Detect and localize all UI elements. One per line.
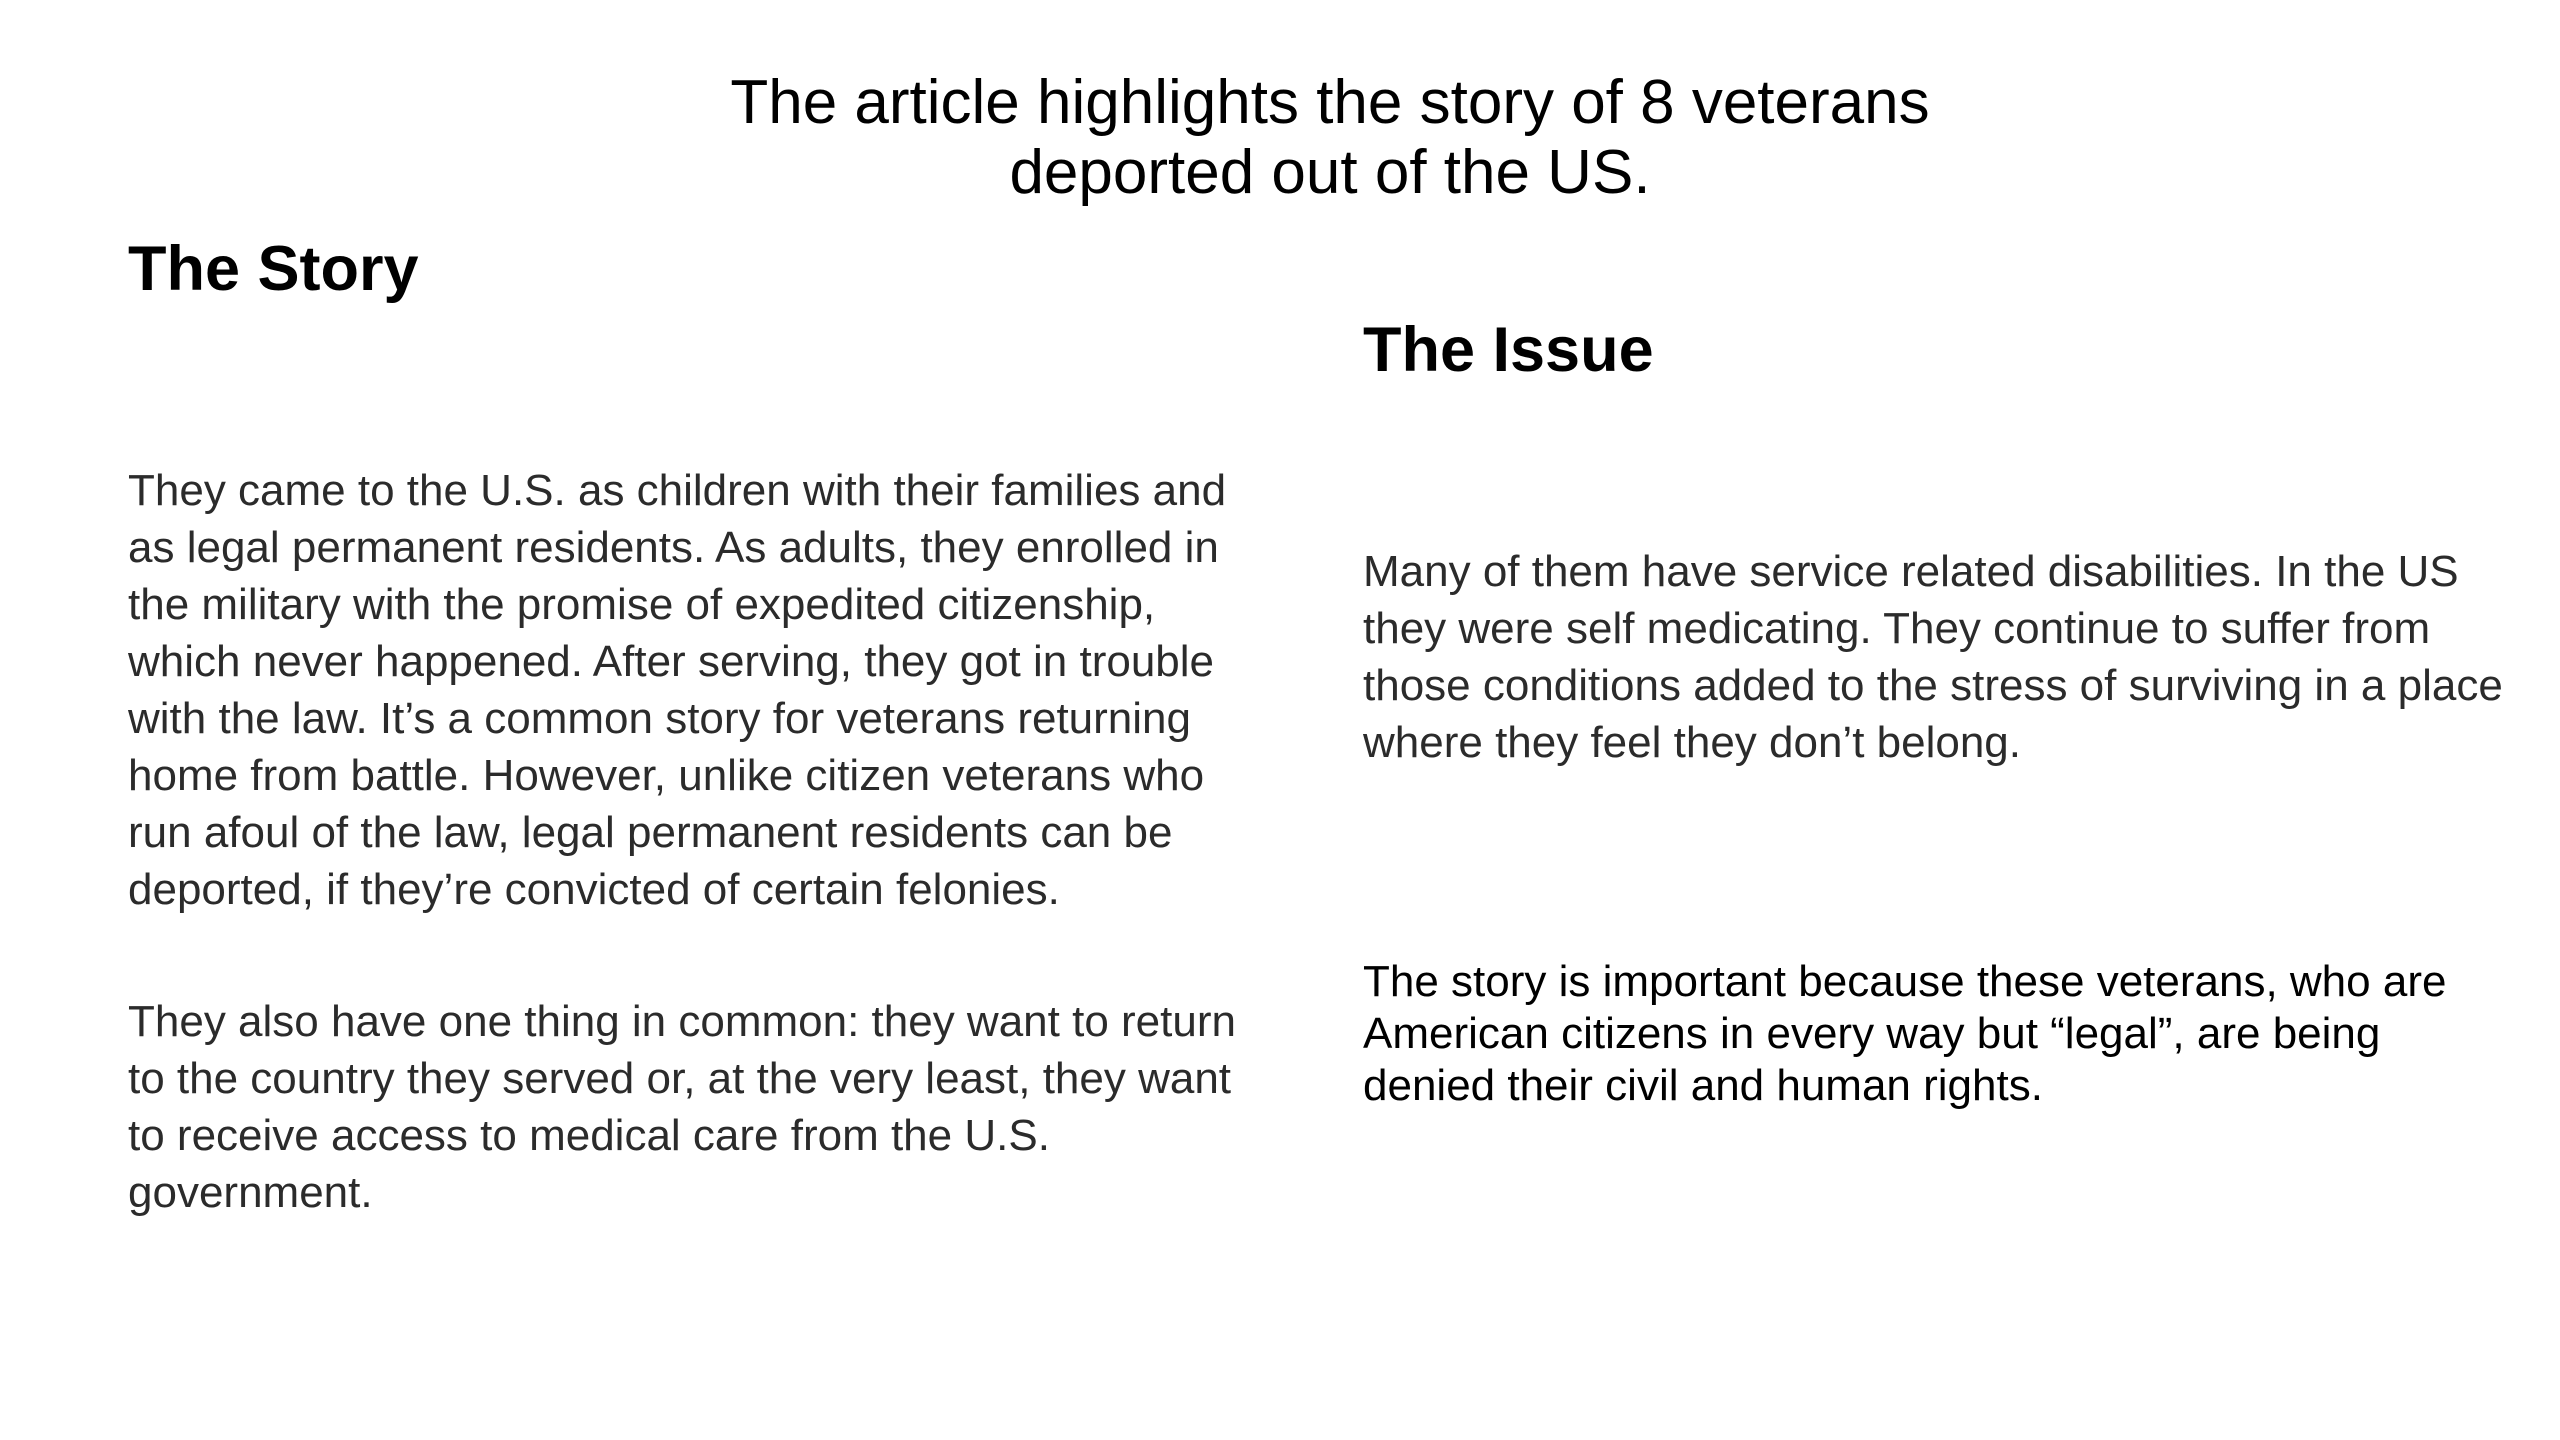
issue-heading: The Issue [1363,315,1654,385]
slide-title: The article highlights the story of 8 veterans deported out of the US. [730,68,1930,207]
story-heading: The Story [128,234,419,304]
story-paragraph-1: They came to the U.S. as children with their families and as legal permanent residents. As adults, they enrolled in the military with the promise of expedited citizenship, which never happened. After serving, they got in trouble with the law. It’s a common story for veterans returning home from battle. However, unlike citizen veterans who run afoul of the law, legal permanent residents can be deported, if they’re convicted of certain felonies. [128,466,1227,914]
story-paragraph-2: They also have one thing in common: they want to return to the country they served or, at the very least, they want to receive access to medical care from the U.S. government. [128,997,1236,1217]
issue-paragraph-1: Many of them have service related disabilities. In the US they were self medicating. They continue to suffer from those conditions added to the stress of surviving in a place where they feel they don’t belong. [1363,547,2503,767]
issue-paragraph-2: The story is important because these veterans, who are American citizens in every way but “legal”, are being denied their civil and human rights. [1363,957,2447,1110]
